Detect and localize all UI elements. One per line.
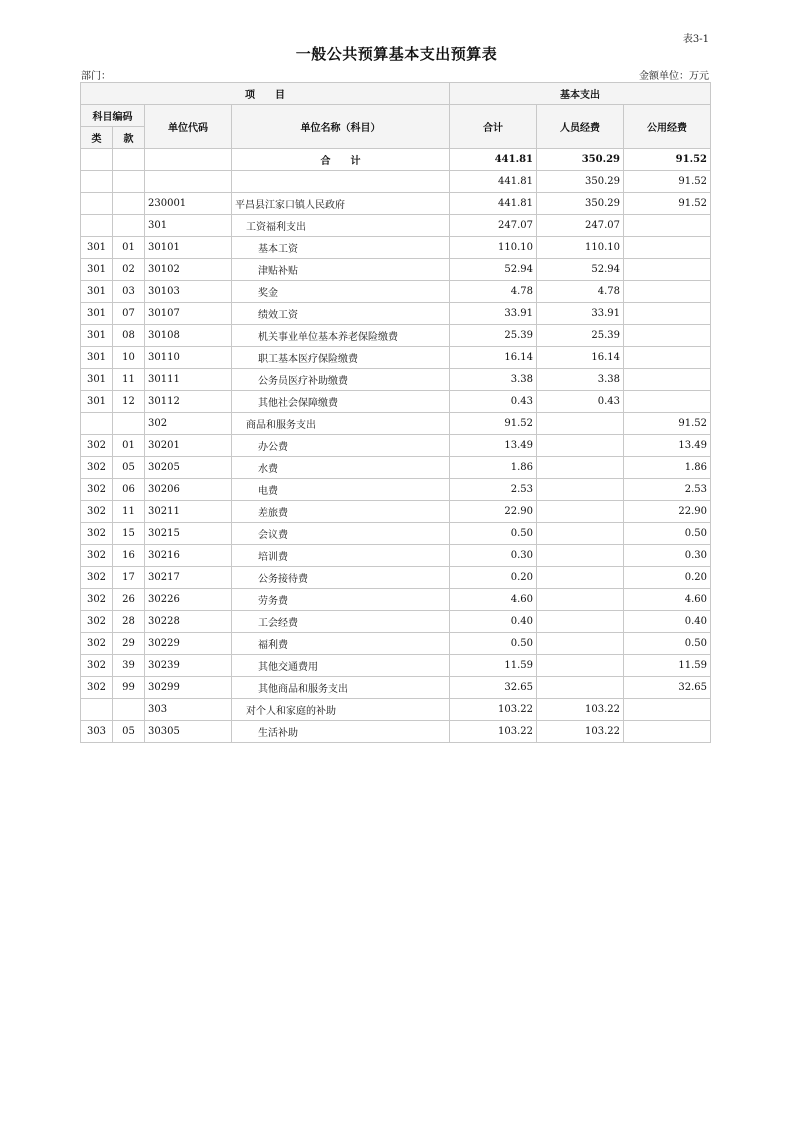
public-cell: 2.53 bbox=[624, 479, 711, 501]
table-row bbox=[81, 721, 711, 743]
class-cell bbox=[81, 171, 113, 193]
total-cell: 91.52 bbox=[450, 413, 537, 435]
table-row bbox=[81, 545, 711, 567]
total-cell: 22.90 bbox=[450, 501, 537, 523]
class-cell: 301 bbox=[81, 391, 113, 413]
table-row bbox=[81, 149, 711, 171]
unit-code-cell: 30226 bbox=[145, 589, 232, 611]
class-cell: 302 bbox=[81, 501, 113, 523]
public-cell: 1.86 bbox=[624, 457, 711, 479]
total-cell: 52.94 bbox=[450, 259, 537, 281]
table-row bbox=[81, 171, 711, 193]
public-cell: 13.49 bbox=[624, 435, 711, 457]
total-cell: 2.53 bbox=[450, 479, 537, 501]
class-cell: 301 bbox=[81, 259, 113, 281]
total-cell: 441.81 bbox=[450, 171, 537, 193]
table-row bbox=[81, 479, 711, 501]
public-cell bbox=[624, 303, 711, 325]
unit-name-cell: 差旅费 bbox=[232, 501, 450, 523]
unit-name-cell: 培训费 bbox=[232, 545, 450, 567]
public-cell bbox=[624, 369, 711, 391]
total-cell: 32.65 bbox=[450, 677, 537, 699]
total-cell: 0.20 bbox=[450, 567, 537, 589]
table-row bbox=[81, 215, 711, 237]
public-cell bbox=[624, 215, 711, 237]
unit-code-cell: 30112 bbox=[145, 391, 232, 413]
personnel-cell bbox=[537, 523, 624, 545]
total-cell: 1.86 bbox=[450, 457, 537, 479]
unit-code-cell: 30102 bbox=[145, 259, 232, 281]
item-cell: 08 bbox=[113, 325, 145, 347]
table-row bbox=[81, 369, 711, 391]
table-row bbox=[81, 325, 711, 347]
total-header: 合计 bbox=[450, 105, 537, 149]
table-row bbox=[81, 391, 711, 413]
table-row bbox=[81, 677, 711, 699]
personnel-cell bbox=[537, 435, 624, 457]
public-cell: 0.40 bbox=[624, 611, 711, 633]
unit-name-cell: 公务接待费 bbox=[232, 567, 450, 589]
public-cell: 22.90 bbox=[624, 501, 711, 523]
total-cell: 13.49 bbox=[450, 435, 537, 457]
unit-name-cell bbox=[232, 171, 450, 193]
item-cell: 03 bbox=[113, 281, 145, 303]
personnel-cell bbox=[537, 611, 624, 633]
amount-unit-label: 金额单位：万元 bbox=[639, 71, 709, 82]
class-cell: 301 bbox=[81, 237, 113, 259]
personnel-cell: 0.43 bbox=[537, 391, 624, 413]
item-cell: 11 bbox=[113, 501, 145, 523]
table-row bbox=[81, 567, 711, 589]
class-cell: 302 bbox=[81, 479, 113, 501]
class-cell: 301 bbox=[81, 325, 113, 347]
public-cell: 4.60 bbox=[624, 589, 711, 611]
total-cell: 4.78 bbox=[450, 281, 537, 303]
class-cell: 302 bbox=[81, 677, 113, 699]
unit-code-cell bbox=[145, 171, 232, 193]
personnel-cell: 4.78 bbox=[537, 281, 624, 303]
class-cell: 302 bbox=[81, 589, 113, 611]
class-cell: 301 bbox=[81, 369, 113, 391]
item-cell bbox=[113, 149, 145, 171]
table-row bbox=[81, 193, 711, 215]
total-cell: 247.07 bbox=[450, 215, 537, 237]
personnel-cell: 3.38 bbox=[537, 369, 624, 391]
item-cell: 07 bbox=[113, 303, 145, 325]
public-cell: 91.52 bbox=[624, 413, 711, 435]
public-cell bbox=[624, 391, 711, 413]
unit-code-cell: 30211 bbox=[145, 501, 232, 523]
item-cell bbox=[113, 193, 145, 215]
item-cell: 29 bbox=[113, 633, 145, 655]
personnel-cell bbox=[537, 589, 624, 611]
class-cell bbox=[81, 149, 113, 171]
unit-name-cell: 平昌县江家口镇人民政府 bbox=[232, 193, 450, 215]
class-cell: 302 bbox=[81, 567, 113, 589]
personnel-cell bbox=[537, 633, 624, 655]
item-cell: 99 bbox=[113, 677, 145, 699]
personnel-cell: 350.29 bbox=[537, 149, 624, 171]
total-cell: 103.22 bbox=[450, 699, 537, 721]
table-row bbox=[81, 633, 711, 655]
unit-code-cell bbox=[145, 149, 232, 171]
class-cell: 302 bbox=[81, 545, 113, 567]
table-row bbox=[81, 259, 711, 281]
unit-name-cell: 其他商品和服务支出 bbox=[232, 677, 450, 699]
unit-code-header: 单位代码 bbox=[145, 105, 232, 149]
unit-code-cell: 30101 bbox=[145, 237, 232, 259]
personnel-cell: 103.22 bbox=[537, 699, 624, 721]
total-cell: 441.81 bbox=[450, 149, 537, 171]
personnel-cell: 33.91 bbox=[537, 303, 624, 325]
unit-code-cell: 30217 bbox=[145, 567, 232, 589]
personnel-cell: 103.22 bbox=[537, 721, 624, 743]
unit-code-cell: 30228 bbox=[145, 611, 232, 633]
unit-name-cell: 机关事业单位基本养老保险缴费 bbox=[232, 325, 450, 347]
unit-name-cell: 职工基本医疗保险缴费 bbox=[232, 347, 450, 369]
public-cell: 11.59 bbox=[624, 655, 711, 677]
public-cell: 0.50 bbox=[624, 633, 711, 655]
item-cell: 26 bbox=[113, 589, 145, 611]
unit-name-cell: 办公费 bbox=[232, 435, 450, 457]
item-cell: 17 bbox=[113, 567, 145, 589]
unit-code-cell: 30107 bbox=[145, 303, 232, 325]
item-cell: 02 bbox=[113, 259, 145, 281]
item-cell bbox=[113, 215, 145, 237]
item-cell: 11 bbox=[113, 369, 145, 391]
public-cell bbox=[624, 325, 711, 347]
unit-code-cell: 302 bbox=[145, 413, 232, 435]
unit-code-cell: 30108 bbox=[145, 325, 232, 347]
public-cell: 91.52 bbox=[624, 171, 711, 193]
unit-code-cell: 30201 bbox=[145, 435, 232, 457]
unit-name-cell: 生活补助 bbox=[232, 721, 450, 743]
public-cell bbox=[624, 281, 711, 303]
item-cell: 12 bbox=[113, 391, 145, 413]
unit-code-cell: 303 bbox=[145, 699, 232, 721]
item-header: 款 bbox=[113, 127, 145, 149]
unit-code-cell: 30103 bbox=[145, 281, 232, 303]
personnel-cell: 350.29 bbox=[537, 171, 624, 193]
item-cell bbox=[113, 413, 145, 435]
class-cell bbox=[81, 413, 113, 435]
unit-name-cell: 工资福利支出 bbox=[232, 215, 450, 237]
table-row bbox=[81, 435, 711, 457]
unit-code-cell: 30110 bbox=[145, 347, 232, 369]
unit-code-cell: 230001 bbox=[145, 193, 232, 215]
project-header: 项 目 bbox=[81, 83, 450, 105]
item-cell: 01 bbox=[113, 435, 145, 457]
personnel-cell: 16.14 bbox=[537, 347, 624, 369]
class-cell: 302 bbox=[81, 523, 113, 545]
unit-name-header: 单位名称（科目） bbox=[232, 105, 450, 149]
unit-name-cell: 会议费 bbox=[232, 523, 450, 545]
item-cell: 10 bbox=[113, 347, 145, 369]
item-cell: 39 bbox=[113, 655, 145, 677]
personnel-header: 人员经费 bbox=[537, 105, 624, 149]
total-cell: 11.59 bbox=[450, 655, 537, 677]
total-cell: 0.43 bbox=[450, 391, 537, 413]
table-row bbox=[81, 347, 711, 369]
table-row bbox=[81, 281, 711, 303]
item-cell bbox=[113, 699, 145, 721]
item-cell: 05 bbox=[113, 721, 145, 743]
class-cell: 301 bbox=[81, 281, 113, 303]
subject-code-header: 科目编码 bbox=[81, 105, 145, 127]
table-row bbox=[81, 589, 711, 611]
public-cell: 0.50 bbox=[624, 523, 711, 545]
item-cell: 05 bbox=[113, 457, 145, 479]
public-cell bbox=[624, 347, 711, 369]
public-cell bbox=[624, 237, 711, 259]
personnel-cell bbox=[537, 457, 624, 479]
table-body bbox=[81, 149, 711, 743]
unit-code-cell: 301 bbox=[145, 215, 232, 237]
class-header: 类 bbox=[81, 127, 113, 149]
header-row-1 bbox=[81, 83, 711, 105]
table-row bbox=[81, 237, 711, 259]
public-cell bbox=[624, 259, 711, 281]
personnel-cell bbox=[537, 413, 624, 435]
table-row bbox=[81, 699, 711, 721]
class-cell: 301 bbox=[81, 303, 113, 325]
unit-name-cell: 福利费 bbox=[232, 633, 450, 655]
total-cell: 110.10 bbox=[450, 237, 537, 259]
class-cell: 302 bbox=[81, 435, 113, 457]
class-cell: 301 bbox=[81, 347, 113, 369]
item-cell: 06 bbox=[113, 479, 145, 501]
table-number: 表3-1 bbox=[682, 34, 709, 45]
table-row bbox=[81, 611, 711, 633]
total-cell: 441.81 bbox=[450, 193, 537, 215]
personnel-cell bbox=[537, 655, 624, 677]
header-row-2 bbox=[81, 105, 711, 127]
department-label: 部门： bbox=[81, 71, 111, 82]
personnel-cell bbox=[537, 479, 624, 501]
personnel-cell bbox=[537, 501, 624, 523]
public-cell: 91.52 bbox=[624, 193, 711, 215]
total-cell: 0.40 bbox=[450, 611, 537, 633]
public-cell: 91.52 bbox=[624, 149, 711, 171]
class-cell: 302 bbox=[81, 611, 113, 633]
unit-name-cell: 津贴补贴 bbox=[232, 259, 450, 281]
table-row bbox=[81, 413, 711, 435]
unit-name-cell: 劳务费 bbox=[232, 589, 450, 611]
total-cell: 3.38 bbox=[450, 369, 537, 391]
table-row bbox=[81, 303, 711, 325]
unit-name-cell: 其他交通费用 bbox=[232, 655, 450, 677]
personnel-cell: 52.94 bbox=[537, 259, 624, 281]
unit-name-cell: 水费 bbox=[232, 457, 450, 479]
unit-name-cell: 奖金 bbox=[232, 281, 450, 303]
class-cell bbox=[81, 215, 113, 237]
total-cell: 0.50 bbox=[450, 523, 537, 545]
class-cell: 302 bbox=[81, 633, 113, 655]
table-row bbox=[81, 655, 711, 677]
personnel-cell bbox=[537, 567, 624, 589]
unit-code-cell: 30305 bbox=[145, 721, 232, 743]
class-cell: 303 bbox=[81, 721, 113, 743]
table-row bbox=[81, 501, 711, 523]
public-cell: 0.20 bbox=[624, 567, 711, 589]
unit-code-cell: 30216 bbox=[145, 545, 232, 567]
total-cell: 0.30 bbox=[450, 545, 537, 567]
unit-code-cell: 30206 bbox=[145, 479, 232, 501]
table-row bbox=[81, 457, 711, 479]
unit-name-cell: 合 计 bbox=[232, 149, 450, 171]
unit-code-cell: 30111 bbox=[145, 369, 232, 391]
item-cell: 01 bbox=[113, 237, 145, 259]
class-cell: 302 bbox=[81, 457, 113, 479]
total-cell: 33.91 bbox=[450, 303, 537, 325]
personnel-cell bbox=[537, 545, 624, 567]
unit-name-cell: 绩效工资 bbox=[232, 303, 450, 325]
public-header: 公用经费 bbox=[624, 105, 711, 149]
class-cell bbox=[81, 699, 113, 721]
class-cell bbox=[81, 193, 113, 215]
public-cell bbox=[624, 699, 711, 721]
unit-code-cell: 30205 bbox=[145, 457, 232, 479]
unit-code-cell: 30215 bbox=[145, 523, 232, 545]
item-cell bbox=[113, 171, 145, 193]
public-cell bbox=[624, 721, 711, 743]
unit-name-cell: 工会经费 bbox=[232, 611, 450, 633]
personnel-cell bbox=[537, 677, 624, 699]
unit-name-cell: 公务员医疗补助缴费 bbox=[232, 369, 450, 391]
personnel-cell: 25.39 bbox=[537, 325, 624, 347]
total-cell: 25.39 bbox=[450, 325, 537, 347]
public-cell: 32.65 bbox=[624, 677, 711, 699]
unit-name-cell: 商品和服务支出 bbox=[232, 413, 450, 435]
table-row bbox=[81, 523, 711, 545]
unit-name-cell: 对个人和家庭的补助 bbox=[232, 699, 450, 721]
basic-expenditure-header: 基本支出 bbox=[450, 83, 711, 105]
personnel-cell: 247.07 bbox=[537, 215, 624, 237]
item-cell: 15 bbox=[113, 523, 145, 545]
item-cell: 28 bbox=[113, 611, 145, 633]
unit-code-cell: 30239 bbox=[145, 655, 232, 677]
personnel-cell: 350.29 bbox=[537, 193, 624, 215]
total-cell: 16.14 bbox=[450, 347, 537, 369]
personnel-cell: 110.10 bbox=[537, 237, 624, 259]
item-cell: 16 bbox=[113, 545, 145, 567]
total-cell: 0.50 bbox=[450, 633, 537, 655]
unit-code-cell: 30229 bbox=[145, 633, 232, 655]
unit-name-cell: 其他社会保障缴费 bbox=[232, 391, 450, 413]
public-cell: 0.30 bbox=[624, 545, 711, 567]
class-cell: 302 bbox=[81, 655, 113, 677]
page-title: 一般公共预算基本支出预算表 bbox=[295, 45, 498, 63]
budget-table bbox=[80, 82, 711, 743]
unit-name-cell: 电费 bbox=[232, 479, 450, 501]
unit-name-cell: 基本工资 bbox=[232, 237, 450, 259]
total-cell: 103.22 bbox=[450, 721, 537, 743]
unit-code-cell: 30299 bbox=[145, 677, 232, 699]
total-cell: 4.60 bbox=[450, 589, 537, 611]
